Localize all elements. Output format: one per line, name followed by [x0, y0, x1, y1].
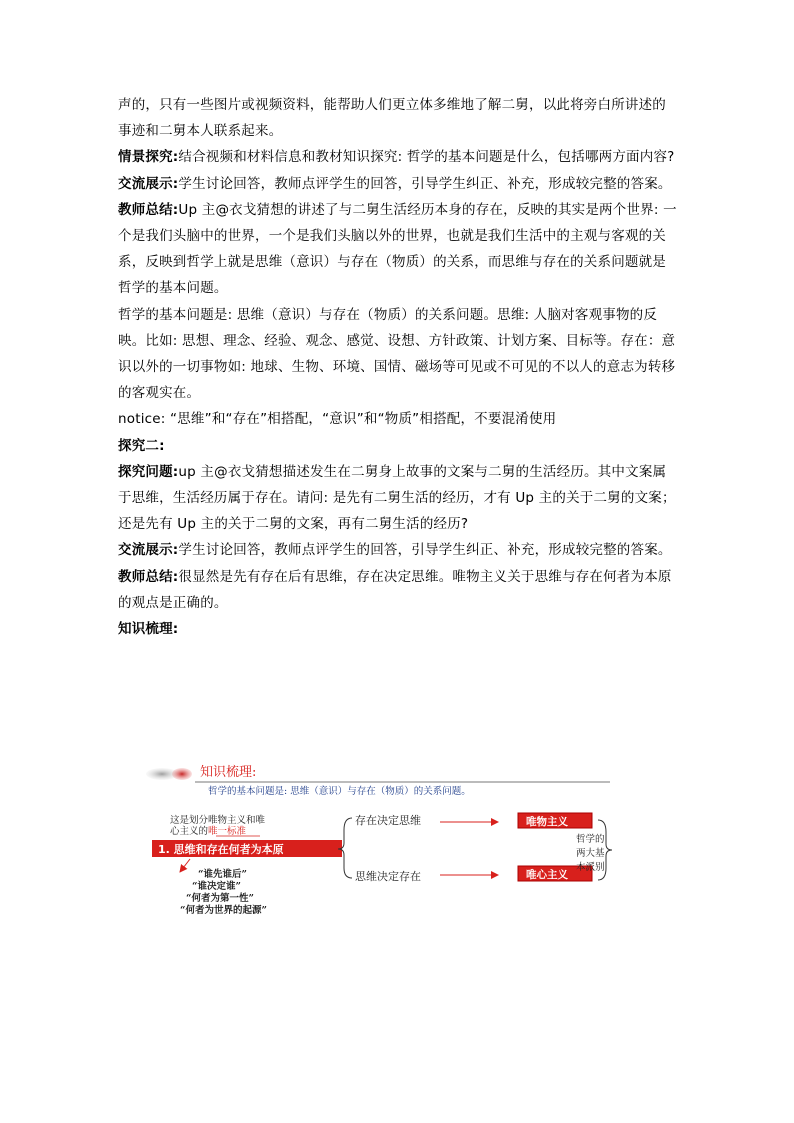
question-1: “谁先谁后”	[198, 869, 247, 880]
question-4: “何者为世界的起源”	[180, 905, 267, 916]
teacher-summary-label-2: 教师总结:	[118, 568, 179, 585]
materialism-text: 唯物主义	[526, 816, 568, 828]
schools-label-line1: 哲学的	[576, 834, 605, 845]
idealism-text: 唯心主义	[526, 869, 568, 881]
paragraph-exchange-1	[118, 171, 678, 302]
diagram-heading: 知识梳理:	[200, 765, 257, 780]
criterion-note-line2: 心主义的唯一标准	[170, 826, 247, 837]
paragraph-exchange-2	[118, 537, 678, 616]
scenario-label: 情景探究:	[118, 149, 179, 166]
main-question-text: 1. 思维和存在何者为本原	[158, 843, 284, 856]
explore-question-text: up 主@衣戈猜想描述发生在二舅身上故事的文案与二舅的生活经历。其中文案属于思维，生活经历属于存在。请问: 是先有二舅生活的经历，才有 Up 主的关于二舅的文案；还是先有 Up 主的关于二舅的文案，再有二舅生活的经历?	[118, 463, 676, 533]
question-3: “何者为第一性”	[186, 893, 254, 904]
knowledge-diagram	[140, 760, 620, 920]
teacher-summary-text-2: 很显然是先有存在后有思维，存在决定思维。唯物主义关于思维与存在何者为本原的观点是正确的。	[118, 568, 672, 611]
criterion-note-line1: 这是划分唯物主义和唯	[170, 815, 266, 826]
document-body	[118, 92, 678, 642]
teacher-summary-text: Up 主@衣戈猜想的讲述了与二舅生活经历本身的存在，反映的其实是两个世界: 一个是我们头脑中的世界，一个是我们头脑以外的世界，也就是我们生活中的主观与客观的关系，反映到哲学上就是思维（意识）与存在（物质）的关系，而思维与存在的关系问题就是哲学的基本问题。	[118, 201, 677, 297]
section-heading-knowledge: 知识梳理:	[118, 621, 179, 638]
decorative-blob-red	[172, 768, 192, 780]
paragraph-explore-question	[118, 459, 678, 538]
section-heading-explore-2: 探究二:	[118, 437, 165, 454]
question-arrow	[180, 859, 190, 872]
paragraph-scenario	[118, 144, 678, 170]
paragraph-basic-question: 哲学的基本问题是: 思维（意识）与存在（物质）的关系问题。思维: 人脑对客观事物的反映。比如: 思想、理念、经验、观念、感觉、设想、方针政策、计划方案、目标等。存在：意识以外的一切事物如: 地球、生物、环境、国情、磁场等可见或不可见的不以人的意志为转移的客观实在。	[118, 306, 676, 402]
exchange-label-2: 交流展示:	[118, 542, 179, 559]
diagram-subheading: 哲学的基本问题是: 思维（意识）与存在（物质）的关系问题。	[208, 786, 471, 797]
exchange-text: 学生讨论回答，教师点评学生的回答，引导学生纠正、补充，形成较完整的答案。	[178, 175, 672, 192]
branch-top-text: 存在决定思维	[355, 814, 421, 827]
paragraph-intro: 声的，只有一些图片或视频资料，能帮助人们更立体多维地了解二舅，以此将旁白所讲述的事迹和二舅本人联系起来。	[118, 97, 666, 140]
scenario-text: 结合视频和材料信息和教材知识探究: 哲学的基本问题是什么，包括哪两方面内容?	[178, 149, 675, 166]
branch-bottom-text: 思维决定存在	[355, 870, 421, 883]
paragraph-notice: notice: “思维”和“存在”相搭配，“意识”和“物质”相搭配，不要混淆使用	[118, 411, 557, 428]
schools-label-line3: 本派别	[576, 862, 605, 873]
exchange-text-2: 学生讨论回答，教师点评学生的回答，引导学生纠正、补充，形成较完整的答案。	[178, 542, 672, 559]
teacher-summary-label: 教师总结:	[118, 201, 179, 218]
explore-question-label: 探究问题:	[118, 463, 179, 480]
exchange-label: 交流展示:	[118, 175, 179, 192]
schools-label-line2: 两大基	[576, 848, 605, 859]
question-2: “谁决定谁”	[192, 881, 241, 892]
